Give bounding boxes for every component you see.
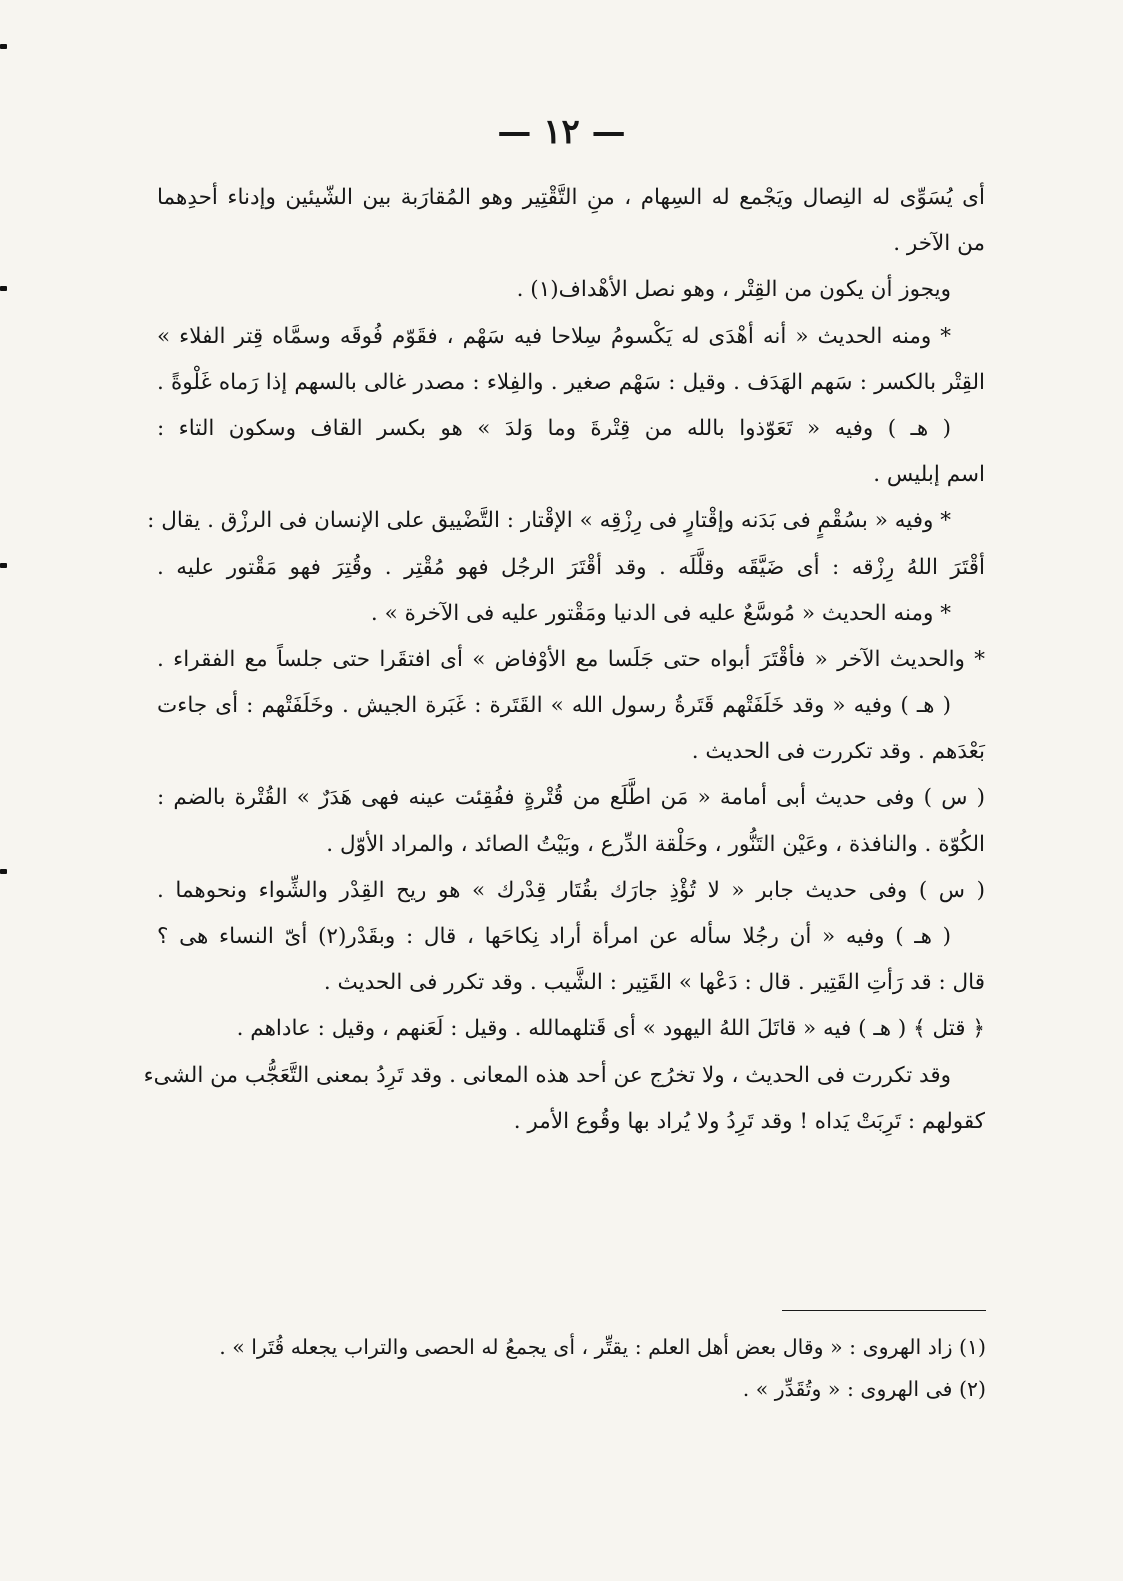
text-line: * والحديث الآخر « فأقْتَرَ أبواه حتى جَلَسا مع الأوْفاض » أى افتقَرا حتى جلساً مع الفقراء .: [157, 646, 985, 672]
page-number: — ١٢ —: [497, 112, 626, 152]
main-text: [143, 175, 985, 1145]
text-line: الكُوّة . والنافذة ، وعَيْن التَنُّور ، وحَلْقة الدِّرع ، وبَيْتُ الصائد ، والمراد الأوّل .: [326, 831, 985, 857]
footnote: (١) زاد الهروى : « وقال بعض أهل العلم : يقتِّر ، أى يجمعُ له الحصى والتراب يجعله قُتَرا » .: [219, 1335, 986, 1359]
scan-edge-mark: [0, 563, 7, 568]
text-line: أقْتَرَ اللهُ رِزْقه : أى ضَيَّقَه وقلَّلَه . وقد أقْتَرَ الرجُل فهو مُقْتِر . وقُتِرَ فهو مَقْتور عليه .: [157, 554, 985, 580]
text-line: * وفيه « بسُقْمٍ فى بَدَنه وإقْتارٍ فى رِزْقِه » الإقْتار : التَّضْييق على الإنسان فى الرزْق . يقال :: [147, 508, 951, 534]
text-line: ( هـ ) وفيه « وقد خَلَفَتْهم قَتَرةُ رسول الله » القَتَرة : غَبَرة الجيش . وخَلَفَتْهم : أى جاءت: [157, 693, 951, 719]
text-line: بَعْدَهم . وقد تكررت فى الحديث .: [691, 739, 985, 765]
text-line: قال : قد رَأتِ القَتِير . قال : دَعْها » القَتِير : الشَّيب . وقد تكرر فى الحديث .: [323, 970, 985, 996]
text-line: اسم إبليس .: [873, 462, 985, 488]
text-line: ( س ) وفى حديث جابر « لا تُؤْذِ جارَك بقُتَار قِدْرك » هو ريح القِدْر والشِّواء ونحوهما .: [157, 877, 985, 903]
text-line: القِتْر بالكسر : سَهم الهَدَف . وقيل : سَهْم صغير . والفِلاء : مصدر غالى بالسهم إذا رَماه غَلْوةً .: [157, 369, 985, 395]
footnote-divider: [782, 1310, 986, 1311]
text-line: ( س ) وفى حديث أبى أمامة « مَن اطَّلَع من قُتْرةٍ ففُقِئت عينه فهى هَدَرٌ » القُتْرة بالضم :: [157, 785, 985, 811]
text-line: أى يُسَوِّى له النِصال ويَجْمع له السِهام ، منِ التَّقْتِير وهو المُقارَبة بين الشّيئين وإدناء أحدِهما: [157, 185, 985, 210]
text-line: * ومنه الحديث « أنه أهْدَى له يَكْسومُ سِلاحا فيه سَهْم ، فقَوّم فُوقَه وسمَّاه قِتر الفلاء »: [157, 323, 951, 349]
scan-edge-mark: [0, 286, 7, 291]
scan-edge-mark: [0, 44, 7, 49]
footnote: (٢) فى الهروى : « وتُقَدِّر » .: [742, 1377, 986, 1401]
text-line: ( هـ ) وفيه « تَعَوّذوا بالله من قِتْرةَ وما وَلدَ » هو بكسر القاف وسكون التاء :: [157, 415, 951, 441]
text-line: * ومنه الحديث « مُوسَّعٌ عليه فى الدنيا ومَقْتور عليه فى الآخرة » .: [370, 600, 951, 626]
text-line: وقد تكررت فى الحديث ، ولا تخرُج عن أحد هذه المعانى . وقد تَرِدُ بمعنى التَّعَجُّب من الشىء: [143, 1062, 951, 1088]
text-line: كقولهم : تَرِبَتْ يَداه ! وقد تَرِدُ ولا يُراد بها وقُوع الأمر .: [513, 1108, 985, 1134]
text-line: ويجوز أن يكون من القِتْر ، وهو نصل الأهْداف(١) .: [516, 277, 951, 303]
footnotes: [219, 1326, 986, 1410]
text-line: من الآخر .: [893, 231, 985, 257]
scan-edge-mark: [0, 869, 7, 874]
text-line: ( هـ ) وفيه « أن رجُلا سأله عن امرأة أراد نِكاحَها ، قال : وبقَدْر(٢) أىّ النساء هى ؟: [157, 924, 951, 949]
entry-heading-line: ﴿ قتل ﴾ ( هـ ) فيه « قاتَلَ اللهُ اليهود » أى قَتلهمالله . وقيل : لَعَنهم ، وقيل : عاداهم .: [236, 1016, 985, 1042]
